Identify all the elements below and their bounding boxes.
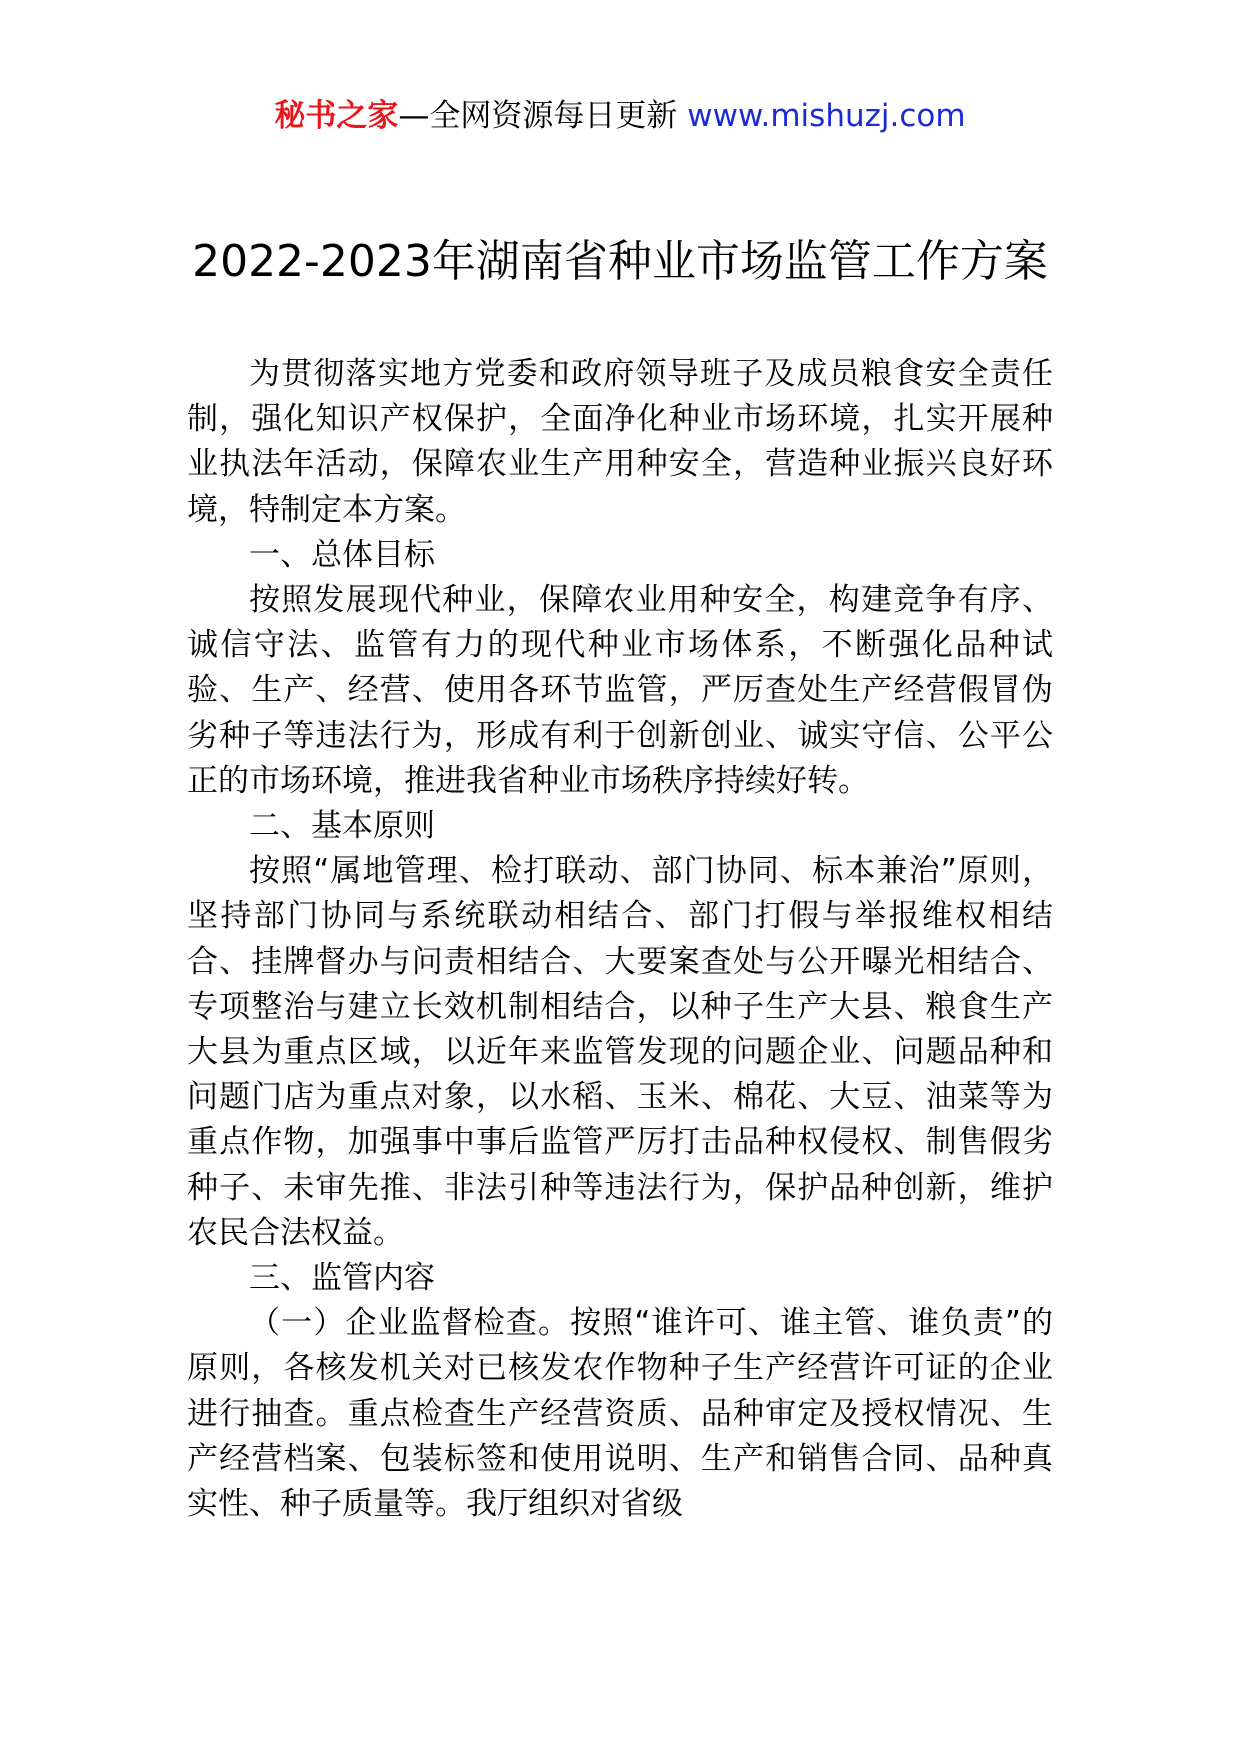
site-brand: 秘书之家 (274, 98, 399, 134)
section-heading-basic-principles: 二、基本原则 (249, 808, 435, 845)
section-heading-supervision-content: 三、监管内容 (249, 1260, 435, 1297)
overall-goal-paragraph: 按照发展现代种业，保障农业用种安全，构建竞争有序、诚信守法、监管有力的现代种业市场体系，不断强化品种试验、生产、经营、使用各环节监管，严厉查处生产经营假冒伪劣种子等违法行为，形成有利于创新创业、诚实守信、公平公正的市场环境，推进我省种业市场秩序持续好转。 (187, 582, 1053, 799)
site-url-link[interactable]: www.mishuzj.com (687, 98, 966, 134)
intro-paragraph: 为贯彻落实地方党委和政府领导班子及成员粮食安全责任制，强化知识产权保护，全面净化种业市场环境，扎实开展种业执法年活动，保障农业生产用种安全，营造种业振兴良好环境，特制定本方案。 (187, 356, 1053, 528)
site-banner (0, 96, 1240, 136)
document-title: 2022-2023年湖南省种业市场监管工作方案 (192, 236, 1048, 287)
basic-principles-paragraph: 按照“属地管理、检打联动、部门协同、标本兼治”原则，坚持部门协同与系统联动相结合、部门打假与举报维权相结合、挂牌督办与问责相结合、大要案查处与公开曝光相结合、专项整治与建立长效机制相结合，以种子生产大县、粮食生产大县为重点区域，以近年来监管发现的问题企业、问题品种和问题门店为重点对象，以水稻、玉米、棉花、大豆、油菜等为重点作物，加强事中事后监管严厉打击品种权侵权、制售假劣种子、未审先推、非法引种等违法行为，保护品种创新，维护农民合法权益。 (187, 853, 1053, 1251)
document-body (187, 352, 1053, 1527)
site-tagline: —全网资源每日更新 (398, 98, 688, 134)
section-heading-overall-goal: 一、总体目标 (249, 536, 435, 573)
enterprise-inspection-paragraph: （一）企业监督检查。按照“谁许可、谁主管、谁负责”的原则，各核发机关对已核发农作物种子生产经营许可证的企业进行抽查。重点检查生产经营资质、品种审定及授权情况、生产经营档案、包装标签和使用说明、生产和销售合同、品种真实性、种子质量等。我厅组织对省级 (187, 1305, 1053, 1523)
